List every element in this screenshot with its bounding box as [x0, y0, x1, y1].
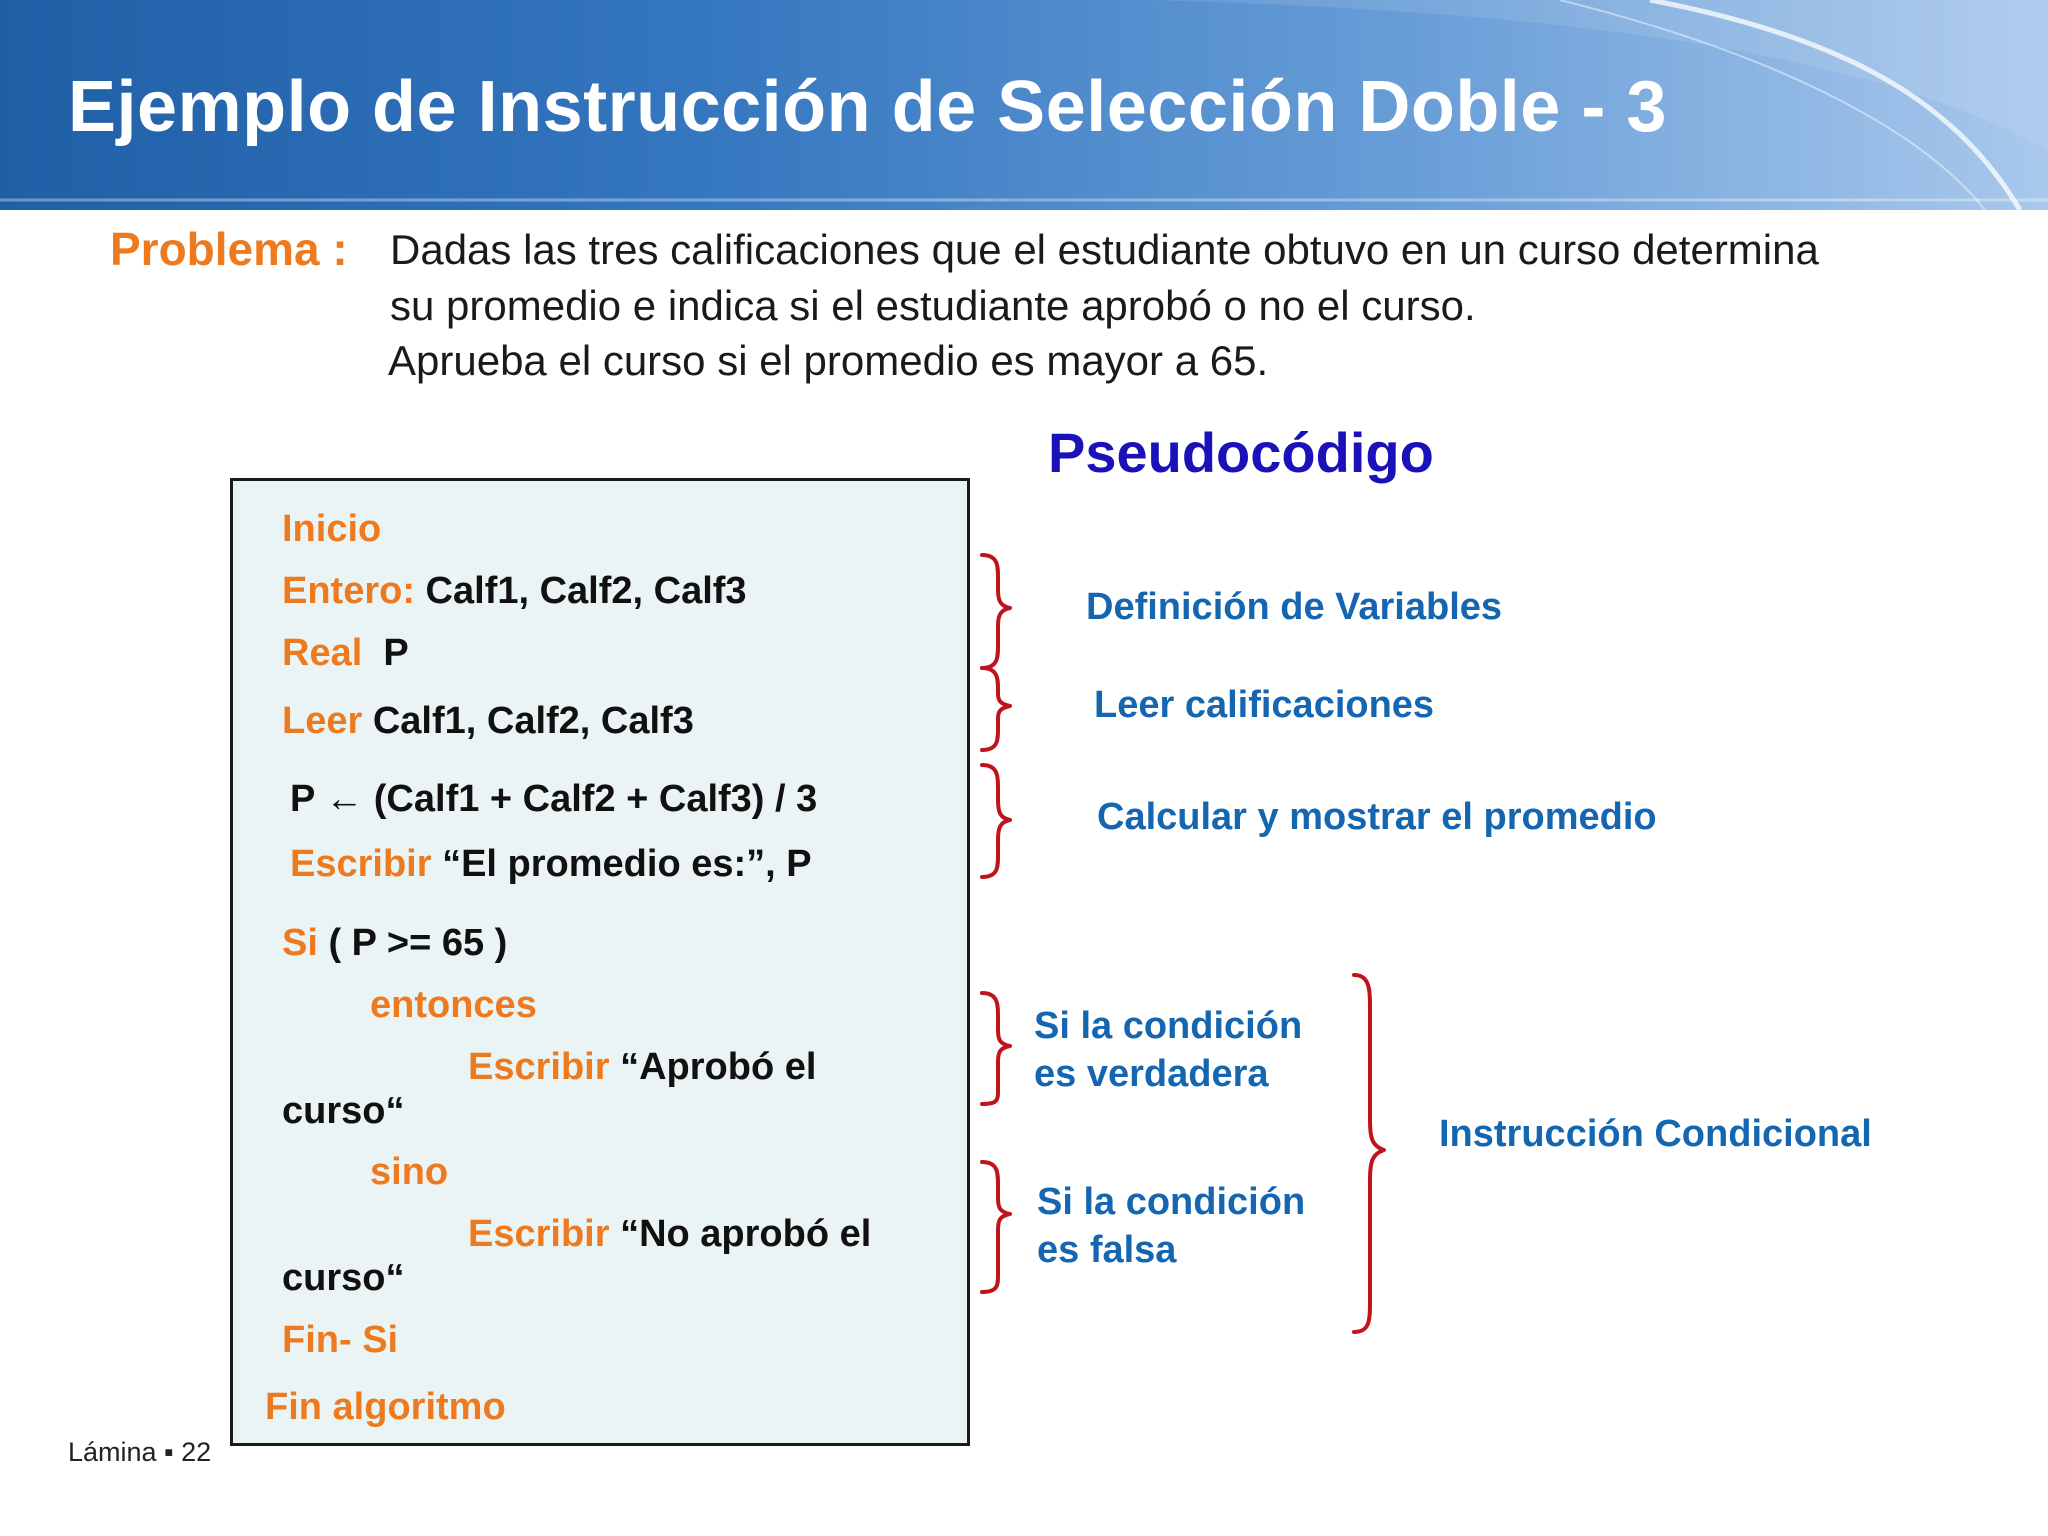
annotation-falsa: Si la condición es falsa [1037, 1181, 1306, 1271]
leer-vars: Calf1, Calf2, Calf3 [362, 700, 694, 742]
escribir-no-aprobo-text: “No aprobó el [609, 1213, 872, 1255]
problem-line-1: Dadas las tres calificaciones que el estudiante obtuvo en un curso determina [390, 226, 1819, 273]
kw-escribir-no-aprobo: Escribir [468, 1213, 610, 1255]
kw-inicio: Inicio [282, 508, 382, 550]
kw-real: Real [282, 632, 363, 674]
annotation-condicional: Instrucción Condicional [1439, 1113, 1872, 1155]
brace-calcular [982, 765, 1010, 877]
problem-line-2: su promedio e indica si el estudiante aprobó o no el curso. [390, 282, 1476, 329]
entero-vars: Calf1, Calf2, Calf3 [415, 570, 747, 612]
kw-escribir: Escribir [290, 843, 432, 885]
kw-si: Si [282, 922, 318, 964]
annotation-verdadera: Si la condición es verdadera [1034, 1005, 1303, 1095]
brace-falsa [982, 1162, 1010, 1292]
code-curso-2: curso“ [282, 1257, 405, 1299]
brace-verdadera [982, 993, 1010, 1104]
kw-sino: sino [370, 1151, 449, 1193]
code-assign: P ← (Calf1 + Calf2 + Calf3) / 3 [290, 778, 818, 820]
pseudocode-title: Pseudocódigo [1048, 421, 1434, 484]
kw-leer: Leer [282, 700, 363, 742]
slide-number: Lámina ▪ 22 [68, 1437, 212, 1467]
kw-fin-algoritmo: Fin algoritmo [265, 1386, 506, 1428]
kw-entonces: entonces [370, 984, 537, 1026]
escribir-promedio-text: “El promedio es:”, P [431, 843, 812, 885]
brace-condicional [1354, 975, 1384, 1332]
problem-label: Problema : [110, 223, 348, 275]
brace-leer [982, 668, 1010, 750]
kw-fin-si: Fin- Si [282, 1319, 399, 1361]
annotation-definicion: Definición de Variables [1086, 586, 1503, 628]
kw-escribir-aprobo: Escribir [468, 1046, 610, 1088]
slide-title: Ejemplo de Instrucción de Selección Doble - 3 [68, 67, 1667, 147]
real-var: P [362, 632, 409, 674]
brace-definicion [982, 555, 1010, 668]
annotation-calcular: Calcular y mostrar el promedio [1097, 796, 1657, 838]
annotation-leer: Leer calificaciones [1094, 684, 1435, 726]
kw-entero: Entero: [282, 570, 415, 612]
si-condition: ( P >= 65 ) [317, 922, 508, 964]
escribir-aprobo-text: “Aprobó el [609, 1046, 817, 1088]
code-curso-1: curso“ [282, 1090, 405, 1132]
problem-line-3: Aprueba el curso si el promedio es mayor a 65. [388, 337, 1269, 384]
